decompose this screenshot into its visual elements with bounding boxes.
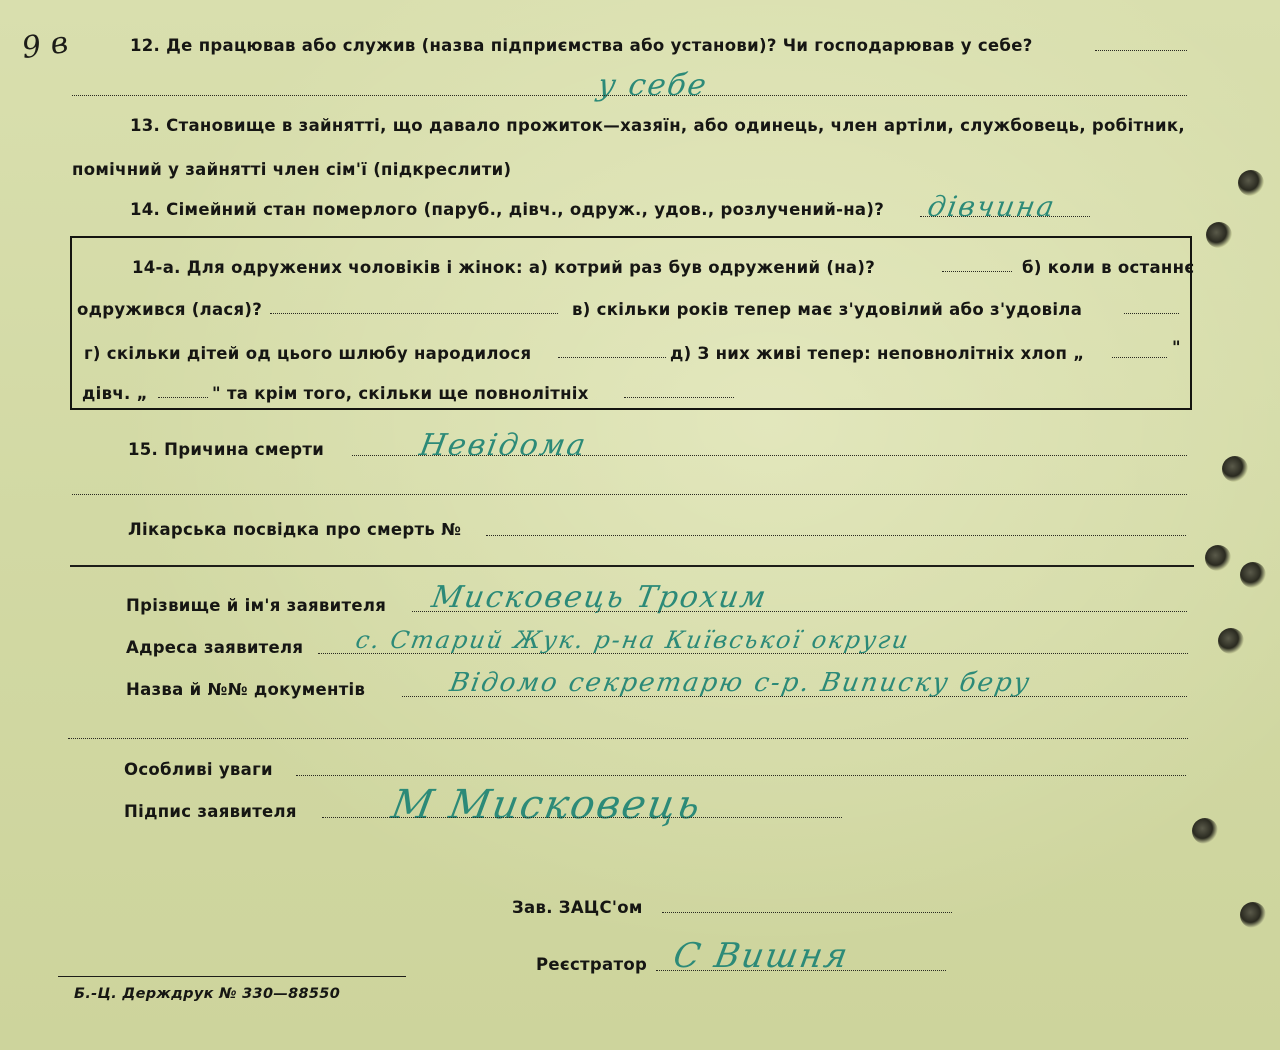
q14a-boys-fill (1112, 357, 1167, 358)
applicant-address-line (318, 653, 1188, 654)
applicant-signature-value[interactable]: М Мисковець (387, 782, 706, 828)
q14a-girls-fill (158, 397, 208, 398)
q14a-g-fill (558, 357, 666, 358)
applicant-notes-line (296, 775, 1186, 776)
q14a-line2a: одружився (лася)? (77, 300, 263, 319)
q15-extra-line (72, 494, 1187, 495)
head-label: Зав. ЗАЦС'ом (512, 898, 643, 917)
binder-hole (1205, 545, 1231, 571)
q14-label: 14. Сімейний стан померлого (паруб., дівч., одруж., удов., розлучений-на)? (130, 200, 885, 219)
applicant-address-label: Адреса заявителя (126, 638, 304, 657)
q14a-adults-fill (624, 397, 734, 398)
registrar-signature-line (656, 970, 946, 971)
applicant-address-value[interactable]: с. Старий Жук. р-на Київської округи (353, 626, 913, 654)
applicant-signature-label: Підпис заявителя (124, 802, 297, 821)
imprint-rule (58, 976, 406, 977)
binder-hole (1218, 628, 1244, 654)
q15-answer-line (352, 455, 1187, 456)
binder-hole (1206, 222, 1232, 248)
q12-label: 12. Де працював або служив (назва підприємства або установи)? Чи господарював у себе? (130, 36, 1033, 55)
binder-hole (1222, 456, 1248, 482)
applicant-name-value[interactable]: Мисковець Трохим (428, 580, 771, 615)
head-signature-line (662, 912, 952, 913)
applicant-notes-label: Особливі уваги (124, 760, 273, 779)
medical-label: Лікарська посвідка про смерть № (128, 520, 462, 539)
applicant-docs-value[interactable]: Відомо секретарю с-р. Виписку беру (447, 668, 1034, 698)
q14-answer-line (920, 216, 1090, 217)
registrar-label: Реєстратор (536, 955, 648, 974)
q14a-a-fill (942, 271, 1012, 272)
q12-answer[interactable]: у себе (594, 68, 711, 103)
printer-imprint: Б.-Ц. Держдрук № 330—88550 (74, 986, 341, 1002)
applicant-name-line (412, 611, 1187, 612)
q14a-line3c: " (1172, 338, 1181, 357)
q14a-box (70, 236, 1195, 410)
q12-fill-line (1095, 50, 1187, 51)
q14a-b-fill (270, 313, 558, 314)
q14a-line4a: дівч. „ (82, 384, 148, 403)
binder-hole (1240, 902, 1266, 928)
q14a-line1a: 14-а. Для одружених чоловіків і жінок: а) котрий раз був одружений (на)? (132, 258, 876, 277)
applicant-docs-label: Назва й №№ документів (126, 680, 366, 699)
applicant-docs-line (402, 696, 1187, 697)
margin-mark: 9 в (19, 24, 71, 67)
q14a-line2b: в) скільки років тепер має з'удовілий або з'удовіла (572, 300, 1083, 319)
q14a-line1b: б) коли в останнє (1022, 258, 1195, 277)
q15-answer[interactable]: Невідома (416, 428, 590, 463)
applicant-name-label: Прізвище й ім'я заявителя (126, 596, 387, 615)
q12-answer-line (72, 95, 1187, 96)
applicant-docs-line-2 (68, 738, 1188, 739)
q14a-v-fill (1124, 313, 1179, 314)
binder-hole (1240, 562, 1266, 588)
binder-hole (1238, 170, 1264, 196)
q14a-line3a: г) скільки дітей од цього шлюбу народилося (84, 344, 532, 363)
q14-answer[interactable]: дівчина (925, 190, 1059, 223)
q15-label: 15. Причина смерти (128, 440, 325, 459)
applicant-signature-line (322, 817, 842, 818)
q13-line1: 13. Становище в зайнятті, що давало прожиток—хазяїн, або одинець, член артіли, службовець, робітник, (130, 116, 1185, 135)
registrar-signature[interactable]: С Вишня (670, 936, 853, 976)
q13-line2: помічний у зайнятті член сім'ї (підкреслити) (72, 160, 512, 179)
section-separator (70, 565, 1194, 567)
binder-hole (1192, 818, 1218, 844)
q14a-line3b: д) З них живі тепер: неповнолітніх хлоп „ (670, 344, 1085, 363)
medical-fill (486, 535, 1186, 536)
q14a-line4b: " та крім того, скільки ще повнолітніх (212, 384, 589, 403)
